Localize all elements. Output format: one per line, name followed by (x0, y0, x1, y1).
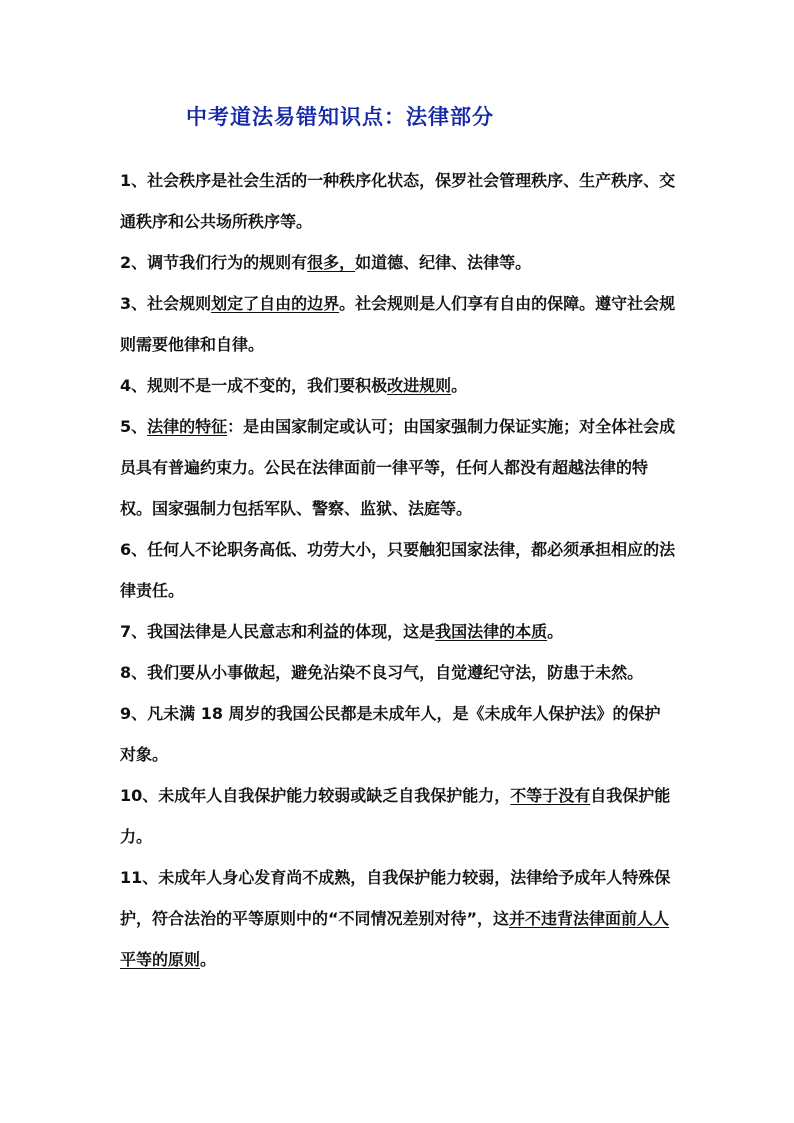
text-segment: 。 (547, 622, 564, 641)
underlined-key-phrase: 划定了自由的边界 (211, 294, 340, 313)
text-segment: 。社会规则是人们享有自由的保障。遵守社会规则需要他律和自律。 (120, 294, 676, 354)
underlined-key-phrase: 不等于没有 (510, 786, 591, 805)
knowledge-point-1 (120, 160, 676, 242)
knowledge-point-3 (120, 283, 676, 365)
underlined-key-phrase: 我国法律的本质 (435, 622, 548, 641)
underlined-key-phrase: 并不违背法律面前人人平等的原则 (120, 909, 670, 969)
knowledge-point-2 (120, 242, 676, 283)
text-segment: 如道德、纪律、法律等。 (355, 253, 532, 272)
text-segment: 4、规则不是一成不变的，我们要积极 (120, 376, 388, 395)
text-segment: 5、 (120, 417, 148, 436)
text-segment: 10、未成年人自我保护能力较弱或缺乏自我保护能力， (120, 786, 511, 805)
knowledge-point-10 (120, 775, 676, 857)
text-segment: ：是由国家制定或认可；由国家强制力保证实施；对全体社会成员具有普遍约束力。公民在法律面前一律平等，任何人都没有超越法律的特权。国家强制力包括军队、警察、监狱、法庭等。 (120, 417, 676, 518)
text-segment: 9、凡未满 18 周岁的我国公民都是未成年人，是《未成年人保护法》的保护对象。 (120, 704, 661, 764)
text-segment: 2、调节我们行为的规则有 (120, 253, 308, 272)
text-segment: 。 (451, 376, 468, 395)
knowledge-point-4 (120, 365, 676, 406)
text-segment: 自我保护能力。 (120, 786, 671, 846)
text-segment: 。 (200, 950, 217, 969)
knowledge-point-5 (120, 406, 676, 529)
document-title: 中考道法易错知识点：法律部分 (186, 105, 494, 129)
text-segment: 1、社会秩序是社会生活的一种秩序化状态，保罗社会管理秩序、生产秩序、交通秩序和公共场所秩序等。 (120, 171, 676, 231)
knowledge-point-6 (120, 529, 676, 611)
underlined-key-phrase: 改进规则 (387, 376, 452, 395)
underlined-key-phrase: 法律的特征 (147, 417, 228, 436)
text-segment: 8、我们要从小事做起，避免沾染不良习气，自觉遵纪守法，防患于未然。 (120, 663, 644, 682)
text-segment: 6、任何人不论职务高低、功劳大小，只要触犯国家法律，都必须承担相应的法律责任。 (120, 540, 676, 600)
knowledge-point-11 (120, 857, 676, 980)
text-segment: 11、未成年人身心发育尚不成熟，自我保护能力较弱，法律给予成年人特殊保护，符合法治的平等原则中的“不同情况差别对待”，这 (120, 868, 671, 928)
document-body (120, 160, 676, 980)
knowledge-point-8 (120, 652, 676, 693)
text-segment: 7、我国法律是人民意志和利益的体现，这是 (120, 622, 436, 641)
text-segment: 3、社会规则 (120, 294, 212, 313)
knowledge-point-9 (120, 693, 676, 775)
knowledge-point-7 (120, 611, 676, 652)
underlined-key-phrase: 很多， (307, 253, 356, 272)
